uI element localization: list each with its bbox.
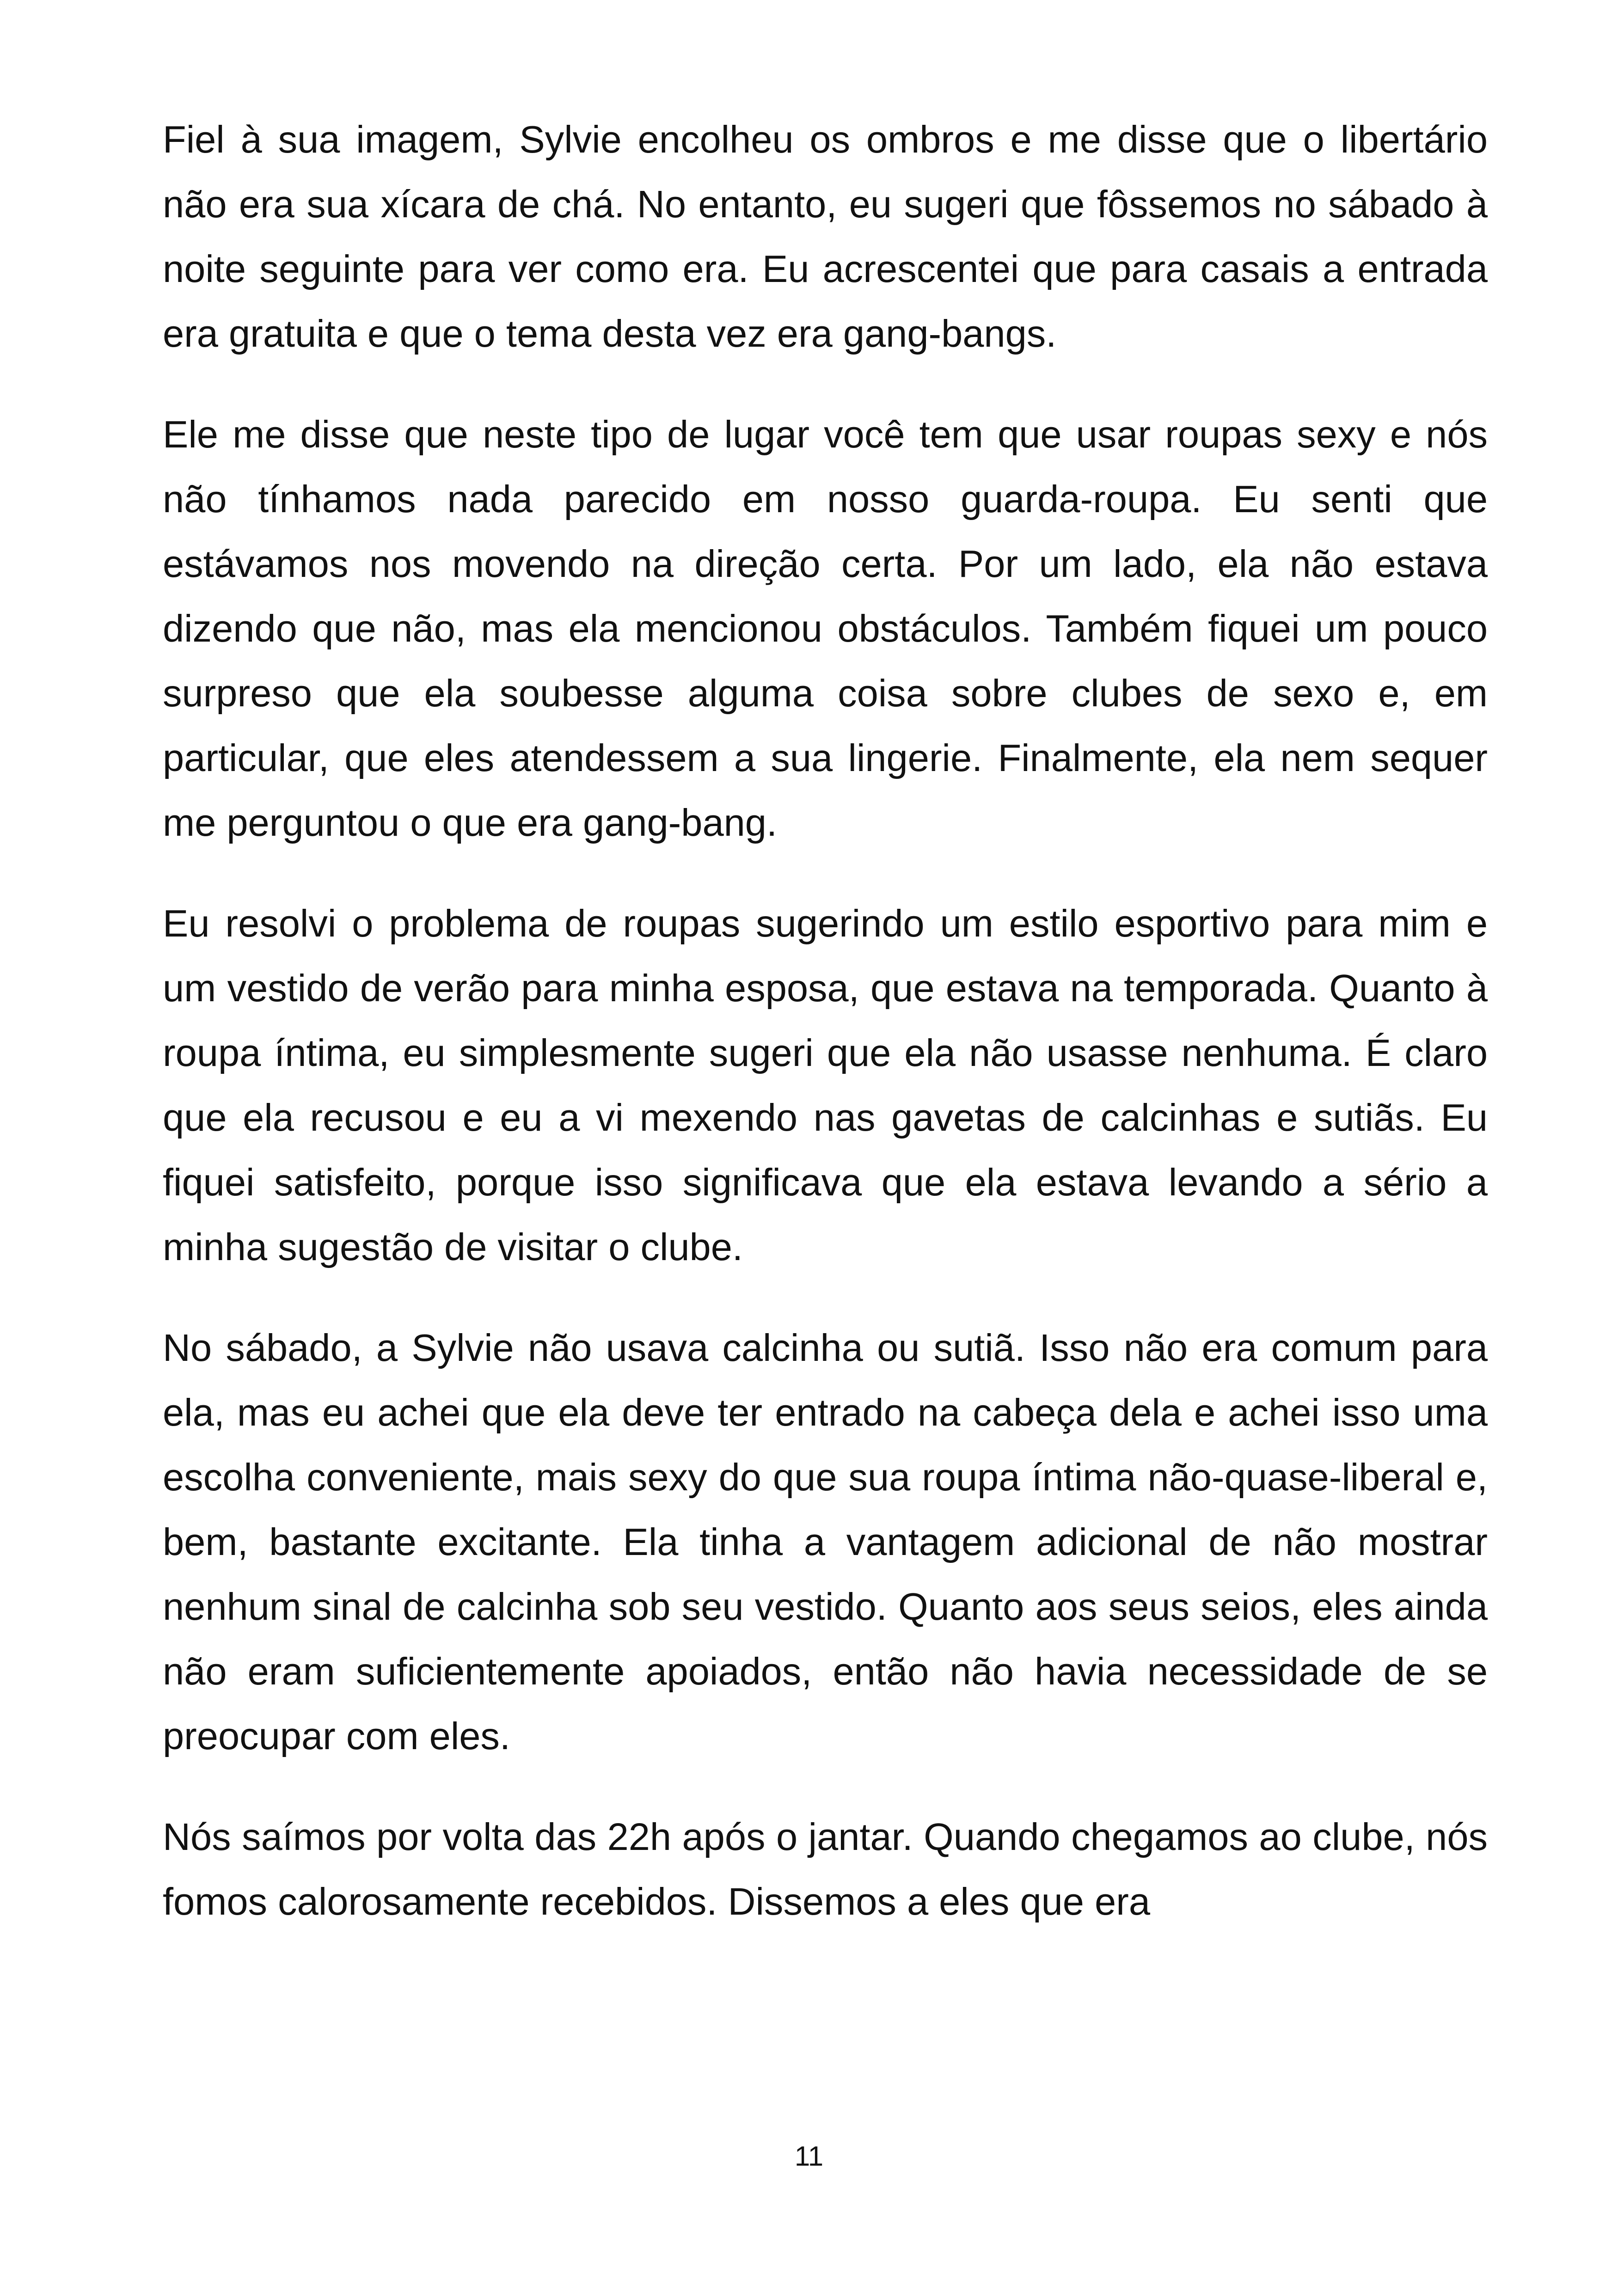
paragraph-1: Fiel à sua imagem, Sylvie encolheu os ombros e me disse que o libertário não era sua xícara de chá. No entanto, eu sugeri que fôssemos no sábado à noite seguinte para ver como era. Eu acrescentei que para casais a entrada era gratuita e que o tema desta vez era gang-bangs. <box>163 118 1488 355</box>
body-text <box>163 107 1488 1970</box>
paragraph-4: No sábado, a Sylvie não usava calcinha ou sutiã. Isso não era comum para ela, mas eu achei que ela deve ter entrado na cabeça dela e achei isso uma escolha conveniente, mais sexy do que sua roupa íntima não-quase-liberal e, bem, bastante excitante. Ela tinha a vantagem adicional de não mostrar nenhum sinal de calcinha sob seu vestido. Quanto aos seus seios, eles ainda não eram suficientemente apoiados, então não havia necessidade de se preocupar com eles. <box>163 1326 1488 1757</box>
paragraph-3: Eu resolvi o problema de roupas sugerindo um estilo esportivo para mim e um vestido de verão para minha esposa, que estava na temporada. Quanto à roupa íntima, eu simplesmente sugeri que ela não usasse nenhuma. É claro que ela recusou e eu a vi mexendo nas gavetas de calcinhas e sutiãs. Eu fiquei satisfeito, porque isso significava que ela estava levando a sério a minha sugestão de visitar o clube. <box>163 902 1488 1268</box>
paragraph-2: Ele me disse que neste tipo de lugar você tem que usar roupas sexy e nós não tínhamos nada parecido em nosso guarda-roupa. Eu senti que estávamos nos movendo na direção certa. Por um lado, ela não estava dizendo que não, mas ela mencionou obstáculos. Também fiquei um pouco surpreso que ela soubesse alguma coisa sobre clubes de sexo e, em particular, que eles atendessem a sua lingerie. Finalmente, ela nem sequer me perguntou o que era gang-bang. <box>163 413 1488 844</box>
paragraph-5: Nós saímos por volta das 22h após o jantar. Quando chegamos ao clube, nós fomos calorosamente recebidos. Dissemos a eles que era <box>163 1815 1488 1923</box>
page-number: 11 <box>794 2141 824 2172</box>
